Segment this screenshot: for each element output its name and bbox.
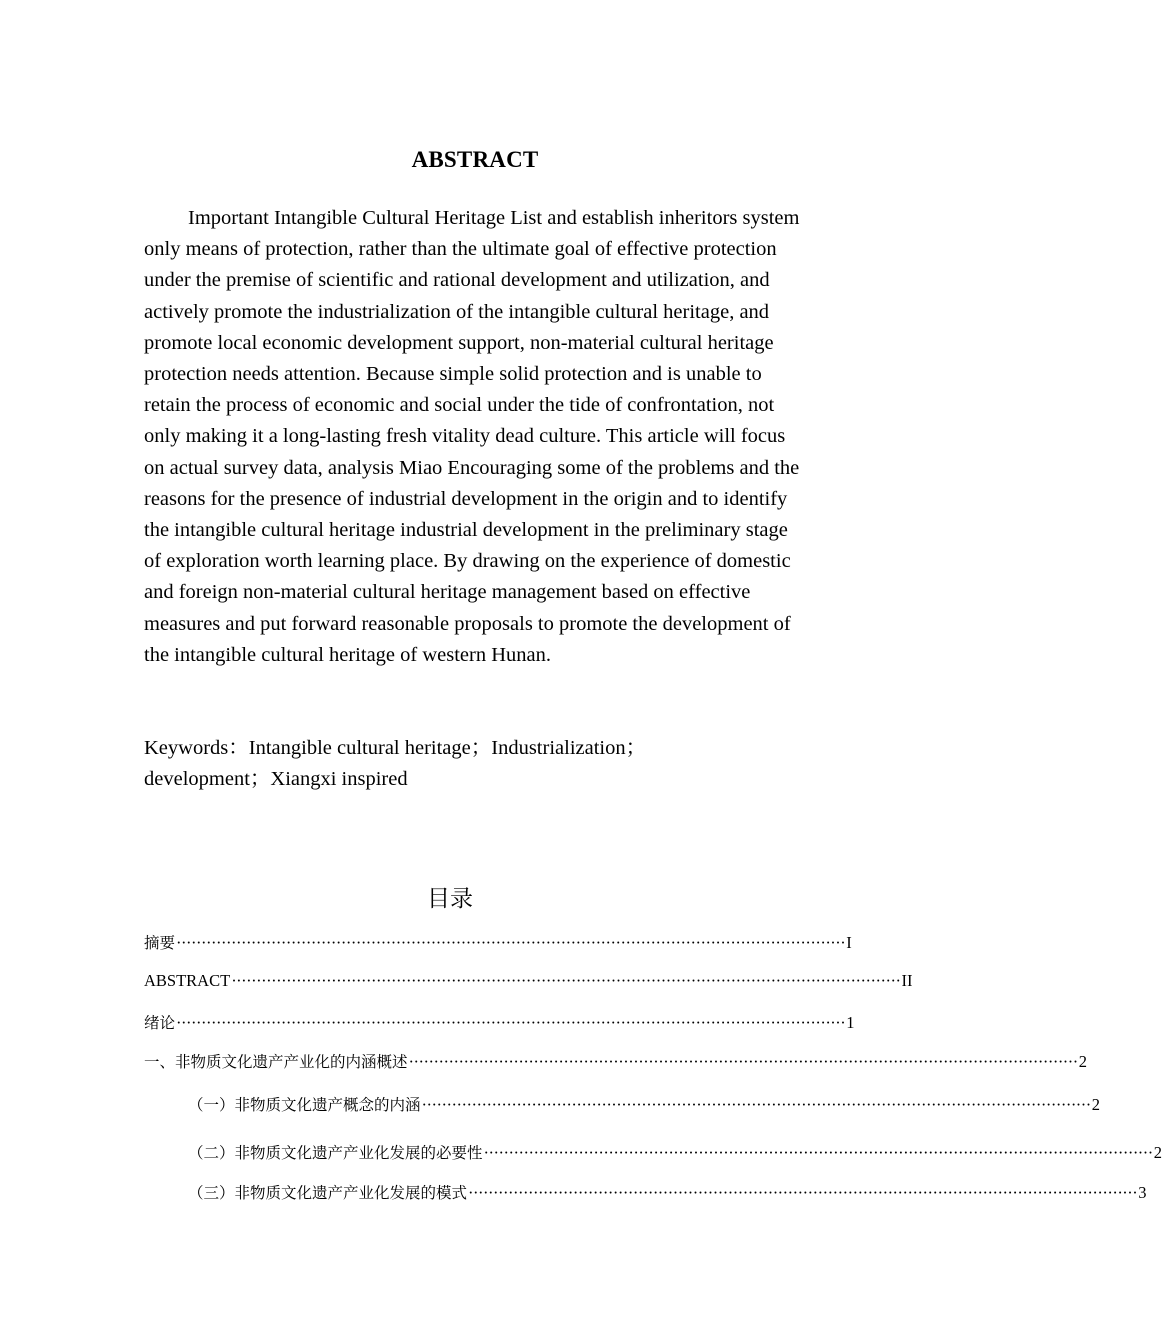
keywords-line-2: development；Xiangxi inspired: [144, 768, 408, 791]
abstract-body: [144, 203, 806, 671]
toc-entry-page: 1: [846, 1013, 855, 1032]
toc-title: 目录: [427, 886, 473, 912]
toc-entry-label: （三）非物质文化遗产产业化发展的模式: [188, 1184, 468, 1202]
toc-entry-page: 3: [1138, 1183, 1147, 1202]
toc-entry-page: 2: [1153, 1143, 1162, 1162]
toc-leader-dots: ······································································································································: [468, 1183, 1138, 1202]
toc-entry-page: I: [846, 933, 852, 952]
toc-leader-dots: ······································································································································: [421, 1095, 1091, 1114]
abstract-title: ABSTRACT: [411, 147, 539, 172]
toc-entry[interactable]: [144, 1050, 1088, 1072]
toc-entry[interactable]: [188, 1181, 1147, 1203]
toc-entry-label: 一、非物质文化遗产产业化的内涵概述: [144, 1053, 408, 1071]
toc-entry[interactable]: [144, 971, 913, 991]
abstract-text: Important Intangible Cultural Heritage List and establish inheritors system only means of protection, rather than the ultimate goal of effective protection under the premise of scientific and rational development and utilization, and actively promote the industrialization of the intangible cultural heritage, and promote local economic development support, non-material cultural heritage protection needs attention. Because simple solid protection and is unable to retain the process of economic and social under the tide of confrontation, not only making it a long-lasting fresh vitality dead culture. This article will focus on actual survey data, analysis Miao Encouraging some of the problems and the reasons for the presence of industrial development in the origin and to identify the intangible cultural heritage industrial development in the preliminary stage of exploration worth learning place. By drawing on the experience of domestic and foreign non-material cultural heritage management based on effective measures and put forward reasonable proposals to promote the development of the intangible cultural heritage of western Hunan.: [144, 207, 800, 666]
toc-entry-label: （二）非物质文化遗产产业化发展的必要性: [188, 1144, 483, 1162]
toc-entry[interactable]: [188, 1141, 1162, 1163]
toc-entry-label: 摘要: [144, 934, 176, 952]
keywords: [144, 733, 806, 795]
toc-leader-dots: ······································································································································: [408, 1052, 1078, 1071]
toc-entry[interactable]: [144, 1011, 855, 1033]
toc-entry-page: 2: [1078, 1052, 1088, 1071]
toc-leader-dots: ······································································································································: [231, 971, 901, 990]
toc-entry[interactable]: [188, 1093, 1101, 1115]
toc-leader-dots: ······································································································································: [483, 1143, 1153, 1162]
toc-leader-dots: ······································································································································: [176, 1013, 846, 1032]
toc-leader-dots: ······································································································································: [176, 933, 846, 952]
toc-entry-page: II: [901, 971, 913, 990]
toc-entry-label: （一）非物质文化遗产概念的内涵: [188, 1096, 421, 1114]
toc-entry-label: 绪论: [144, 1014, 176, 1032]
toc-entry-label: ABSTRACT: [144, 971, 231, 990]
toc-entry[interactable]: [144, 931, 852, 953]
keywords-line-1: Keywords：Intangible cultural heritage；Industrialization；: [144, 737, 647, 759]
toc-entry-page: 2: [1091, 1095, 1101, 1114]
